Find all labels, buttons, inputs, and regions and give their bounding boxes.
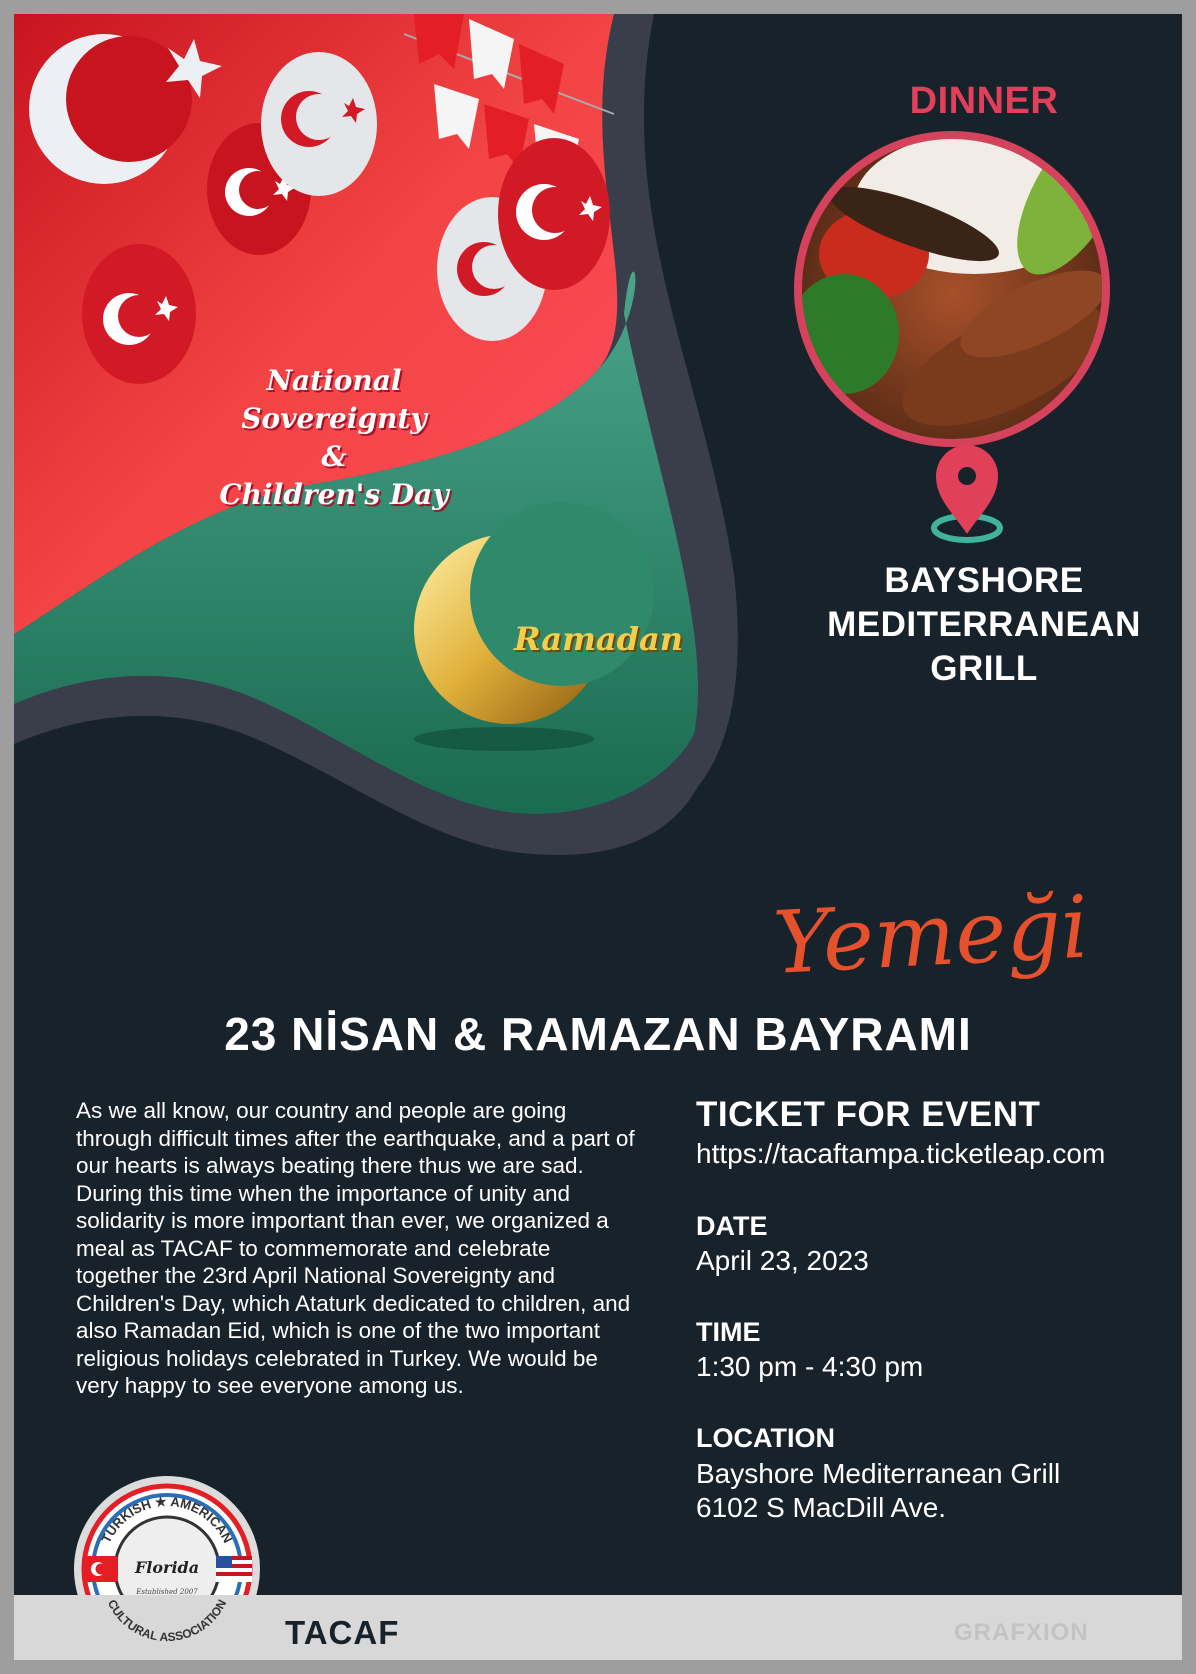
logo-sub-text: Established 2007 xyxy=(136,1588,198,1596)
balloon-right xyxy=(498,138,610,290)
location-heading: LOCATION xyxy=(696,1423,835,1453)
footer-org-name: TACAF xyxy=(285,1614,400,1651)
svg-text:TURKISH ★ AMERICAN xyxy=(98,1494,235,1546)
national-day-line: National Sovereignty xyxy=(241,364,427,435)
national-day-title xyxy=(174,362,494,514)
script-word: Yemeği xyxy=(771,877,1092,994)
location-value xyxy=(696,1457,1060,1525)
food-plate-image xyxy=(789,96,1154,454)
svg-text:CULTURAL ASSOCIATION xyxy=(105,1597,229,1644)
tacaf-logo-text xyxy=(74,1476,260,1660)
dinner-label: DINNER xyxy=(909,80,1059,122)
map-pin-icon xyxy=(934,445,1000,540)
logo-bottom-text: CULTURAL ASSOCIATION xyxy=(104,1597,230,1645)
event-description: As we all know, our country and people are going through difficult times after the earthquake, and a part of our hearts is always beating there thus we are sad. During this time when the importance of unity and solidarity is more important than ever, we organized a meal as TACAF to commemorate and celebrate together the 23rd April National Sovereignty and Children's Day, which Ataturk dedicated to children, and also Ramadan Eid, which is one of the two important religious holidays celebrated in Turkey. We would be very happy to see everyone among us. xyxy=(76,1098,635,1398)
time-heading: TIME xyxy=(696,1317,761,1347)
national-day-line: Children's Day xyxy=(219,478,449,511)
time-value: 1:30 pm - 4:30 pm xyxy=(696,1351,924,1382)
location-line: 6102 S MacDill Ave. xyxy=(696,1492,947,1523)
venue-name-line: GRILL xyxy=(930,649,1038,688)
national-day-line: & xyxy=(321,440,347,473)
ticket-heading: TICKET FOR EVENT xyxy=(696,1095,1041,1134)
poster-artwork xyxy=(14,14,1182,1660)
logo-top-text: TURKISH ★ AMERICAN xyxy=(98,1493,236,1546)
date-value: April 23, 2023 xyxy=(696,1245,869,1276)
date-heading: DATE xyxy=(696,1211,768,1241)
ticket-link[interactable]: https://tacaftampa.ticketleap.com xyxy=(696,1138,1106,1169)
logo-center-text: Florida xyxy=(134,1558,200,1577)
balloon-white-top xyxy=(261,52,377,196)
footer-brand: GRAFXION xyxy=(954,1619,1089,1646)
ramadan-title: Ramadan xyxy=(514,620,684,658)
headline: 23 NİSAN & RAMAZAN BAYRAMI xyxy=(224,1008,972,1060)
venue-name-line: MEDITERRANEAN xyxy=(827,605,1141,644)
location-line: Bayshore Mediterranean Grill xyxy=(696,1458,1061,1489)
venue-name xyxy=(774,559,1182,691)
event-poster xyxy=(14,14,1182,1660)
venue-name-line: BAYSHORE xyxy=(884,561,1084,600)
